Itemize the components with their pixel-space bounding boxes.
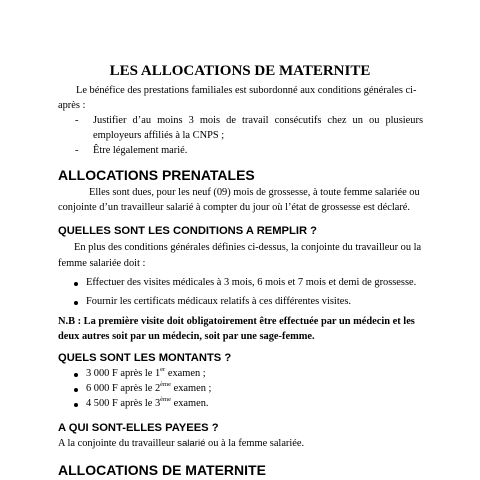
nb-line-1: N.B : La première visite doit obligatoirement être effectuée par un médecin et les <box>58 316 415 327</box>
conditions-item-1: Effectuer des visites médicales à 3 mois, 6 mois et 7 mois et demi de grossesse. <box>86 277 417 288</box>
heading-prenatales: ALLOCATIONS PRENATALES <box>58 167 255 183</box>
heading-payees: A QUI SONT-ELLES PAYEES ? <box>58 422 219 434</box>
intro-line-2: après : <box>58 100 86 111</box>
dash-bullet: - <box>75 115 79 126</box>
conditions-line-1: En plus des conditions générales définies ci-dessus, la conjointe du travailleur ou la <box>74 242 422 253</box>
nb-line-2: deux autres soit par un médecin, soit par une sage-femme. <box>58 331 315 342</box>
prenatales-line-2: conjointe d’un travailleur salarié à compter du jour où l’état de grossesse est déclaré. <box>58 202 410 213</box>
heading-conditions: QUELLES SONT LES CONDITIONS A REMPLIR ? <box>58 225 317 237</box>
dash-bullet: - <box>75 145 79 156</box>
intro-item-1-line-2: employeurs affiliés à la CNPS ; <box>93 130 225 141</box>
bullet-icon <box>74 282 78 286</box>
document-title: LES ALLOCATIONS DE MATERNITE <box>109 63 371 79</box>
prenatales-line-1: Elles sont dues, pour les neuf (09) mois de grossesse, à toute femme salariée ou <box>89 187 420 198</box>
montant-item-3: 4 500 F après le 3ème examen. <box>86 396 209 409</box>
conditions-item-2: Fournir les certificats médicaux relatifs à ces différentes visites. <box>86 296 351 307</box>
montant-item-2: 6 000 F après le 2ème examen ; <box>86 381 212 394</box>
intro-item-1-line-1: Justifier d’au moins 3 mois de travail consécutifs chez un ou plusieurs <box>93 115 423 126</box>
conditions-line-2: femme salariée doit : <box>58 258 146 269</box>
intro-line-1: Le bénéfice des prestations familiales est subordonné aux conditions générales ci- <box>76 85 417 96</box>
bullet-icon <box>74 403 78 407</box>
bullet-icon <box>74 373 78 377</box>
bullet-icon <box>74 388 78 392</box>
payees-line: A la conjointe du travailleur salarié ou à la femme salariée. <box>58 438 305 449</box>
montant-item-1: 3 000 F après le 1er examen ; <box>86 366 206 379</box>
intro-item-2: Être légalement marié. <box>93 145 188 156</box>
bullet-icon <box>74 301 78 305</box>
heading-maternite: ALLOCATIONS DE MATERNITE <box>58 462 266 478</box>
heading-montants: QUELS SONT LES MONTANTS ? <box>58 352 232 364</box>
